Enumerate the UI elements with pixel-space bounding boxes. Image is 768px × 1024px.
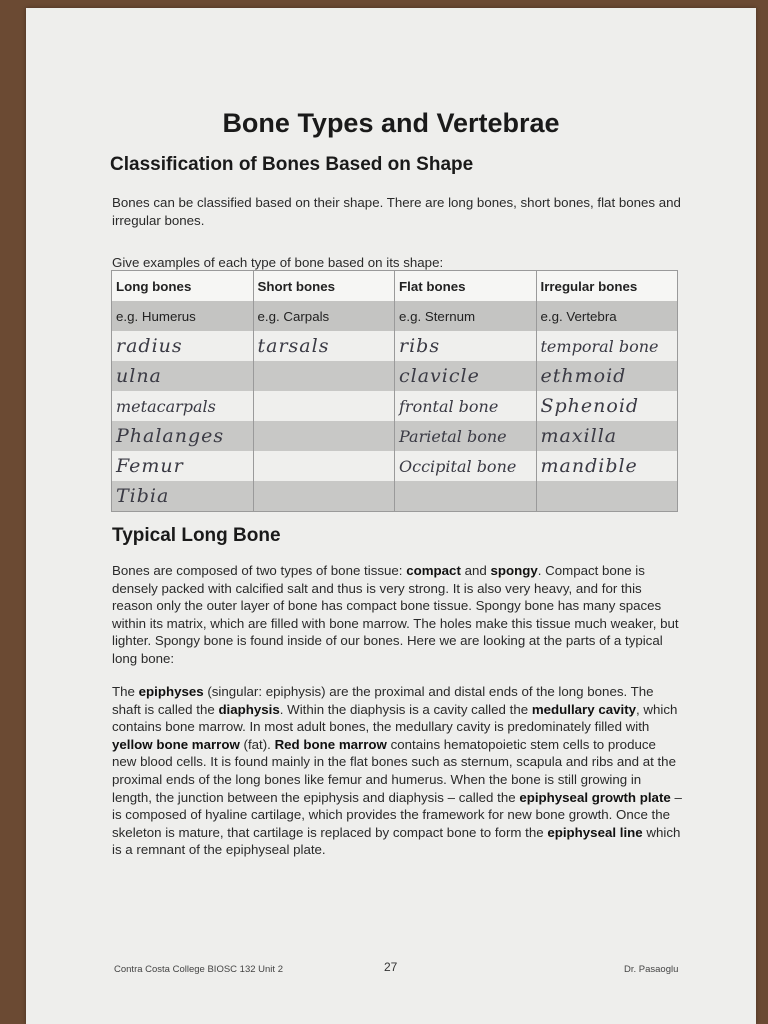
handwritten-answer: tarsals [257,335,330,357]
answer-row [112,481,678,512]
handwritten-answer: Femur [116,455,184,477]
handwritten-answer: Sphenoid [540,395,640,417]
bold-term: epiphyseal growth plate [519,789,671,805]
header-irregular-bones: Irregular bones [536,271,678,302]
answer-cell[interactable] [253,451,395,481]
answer-cell[interactable] [536,451,678,481]
bold-term: Red bone marrow [274,736,387,752]
answer-cell[interactable] [395,331,537,361]
bold-term: yellow bone marrow [112,736,240,752]
handwritten-answer: ethmoid [540,365,627,387]
answer-cell[interactable] [112,331,254,361]
example-cell: e.g. Carpals [253,301,395,331]
bold-term: diaphysis [218,701,280,717]
answer-cell[interactable] [253,481,395,512]
text-run: The [112,684,139,699]
answer-row [112,361,678,391]
handwritten-answer: temporal bone [540,336,659,356]
answer-cell[interactable] [112,361,254,391]
text-run: (fat). [239,736,275,752]
page-title: Bone Types and Vertebrae [222,108,560,138]
compact-spongy-paragraph [112,562,682,668]
text-run: – is composed of hyaline cartilage, which provides the framework for new bone growth. Once the skeleton is mature, that cartilage is replaced by compact bone to form the [112,789,682,840]
answer-cell[interactable] [253,361,395,391]
example-cell: e.g. Vertebra [536,301,678,331]
bold-term: epiphyses [138,684,204,699]
text-run: Bones are composed of two types of bone tissue: [112,563,407,578]
handwritten-answer: Occipital bone [399,456,517,476]
bold-term: compact [406,563,461,578]
text-run: . Within the diaphysis is a cavity called the [279,701,532,717]
answer-row [112,421,678,451]
example-cell: e.g. Humerus [112,301,254,331]
table-header-row [112,271,678,302]
intro-paragraph: Bones can be classified based on their shape. There are long bones, short bones, flat bones and irregular bones. [112,195,681,228]
handwritten-answer: ribs [399,335,441,357]
text-run: . Compact bone is densely packed with calcified salt and thus is very strong. It is also very heavy, and for this reason only the outer layer of bone has compact bone tissue. Spongy bone has many spaces within its matrix, which are filled with bone marrow. The holes make this tissue much weaker, but lighter. Spongy bone is found inside of our bones. Here we are looking at the parts of a typical long bone: [112,563,679,666]
handwritten-answer: Parietal bone [399,426,507,446]
section-heading-long-bone: Typical Long Bone [112,525,281,546]
answer-row [112,391,678,421]
handwritten-answer: maxilla [540,425,618,447]
answer-cell[interactable] [112,421,254,451]
handwritten-answer: frontal bone [399,396,499,416]
handwritten-answer: Phalanges [116,425,225,447]
answer-cell[interactable] [395,421,537,451]
bone-types-table [111,270,678,512]
handwritten-answer: ulna [116,365,162,387]
text-run: , which contains bone marrow. In most adult bones, the medullary cavity is predominately filled with [112,701,678,735]
handwritten-answer: radius [116,335,183,357]
answer-cell[interactable] [536,421,678,451]
answer-cell[interactable] [112,391,254,421]
answer-cell[interactable] [536,361,678,391]
long-bone-parts-paragraph [112,683,682,859]
header-short-bones: Short bones [253,271,395,302]
answer-cell[interactable] [112,451,254,481]
example-cell: e.g. Sternum [395,301,537,331]
answer-cell[interactable] [395,391,537,421]
answer-cell[interactable] [536,331,678,361]
answer-cell[interactable] [395,481,537,512]
header-flat-bones: Flat bones [395,271,537,302]
handwritten-answer: Tibia [116,485,170,507]
handwritten-answer: metacarpals [116,396,216,416]
footer-author: Dr. Pasaoglu [624,964,679,975]
answer-cell[interactable] [536,481,678,512]
worksheet-page [26,8,756,1024]
page-number: 27 [384,960,398,974]
header-long-bones: Long bones [112,271,254,302]
example-row [112,301,678,331]
bold-term: medullary cavity [531,701,637,717]
answer-cell[interactable] [112,481,254,512]
table-prompt: Give examples of each type of bone based on its shape: [112,255,444,270]
section-heading-classification: Classification of Bones Based on Shape [110,154,474,175]
bold-term: epiphyseal line [547,824,643,840]
handwritten-answer: mandible [540,455,638,477]
answer-cell[interactable] [253,391,395,421]
bold-term: spongy [490,563,538,578]
answer-row [112,451,678,481]
footer-course: Contra Costa College BIOSC 132 Unit 2 [114,964,283,975]
answer-cell[interactable] [395,451,537,481]
answer-cell[interactable] [536,391,678,421]
answer-cell[interactable] [395,361,537,391]
handwritten-answer: clavicle [399,365,480,387]
text-run: and [460,563,491,578]
answer-cell[interactable] [253,421,395,451]
text-run: contains hematopoietic stem cells to produce new blood cells. It is found mainly in the flat bones such as sternum, scapula and ribs and at the proximal ends of the long bones like femur and humerus. When the bone is still growing in length, the junction between the epiphysis and diaphysis – called the [112,736,676,805]
answer-row [112,331,678,361]
text-run: which is a remnant of the epiphyseal plate. [112,824,681,858]
text-run: (singular: epiphysis) are the proximal and distal ends of the long bones. The shaft is called the [112,684,654,717]
answer-cell[interactable] [253,331,395,361]
